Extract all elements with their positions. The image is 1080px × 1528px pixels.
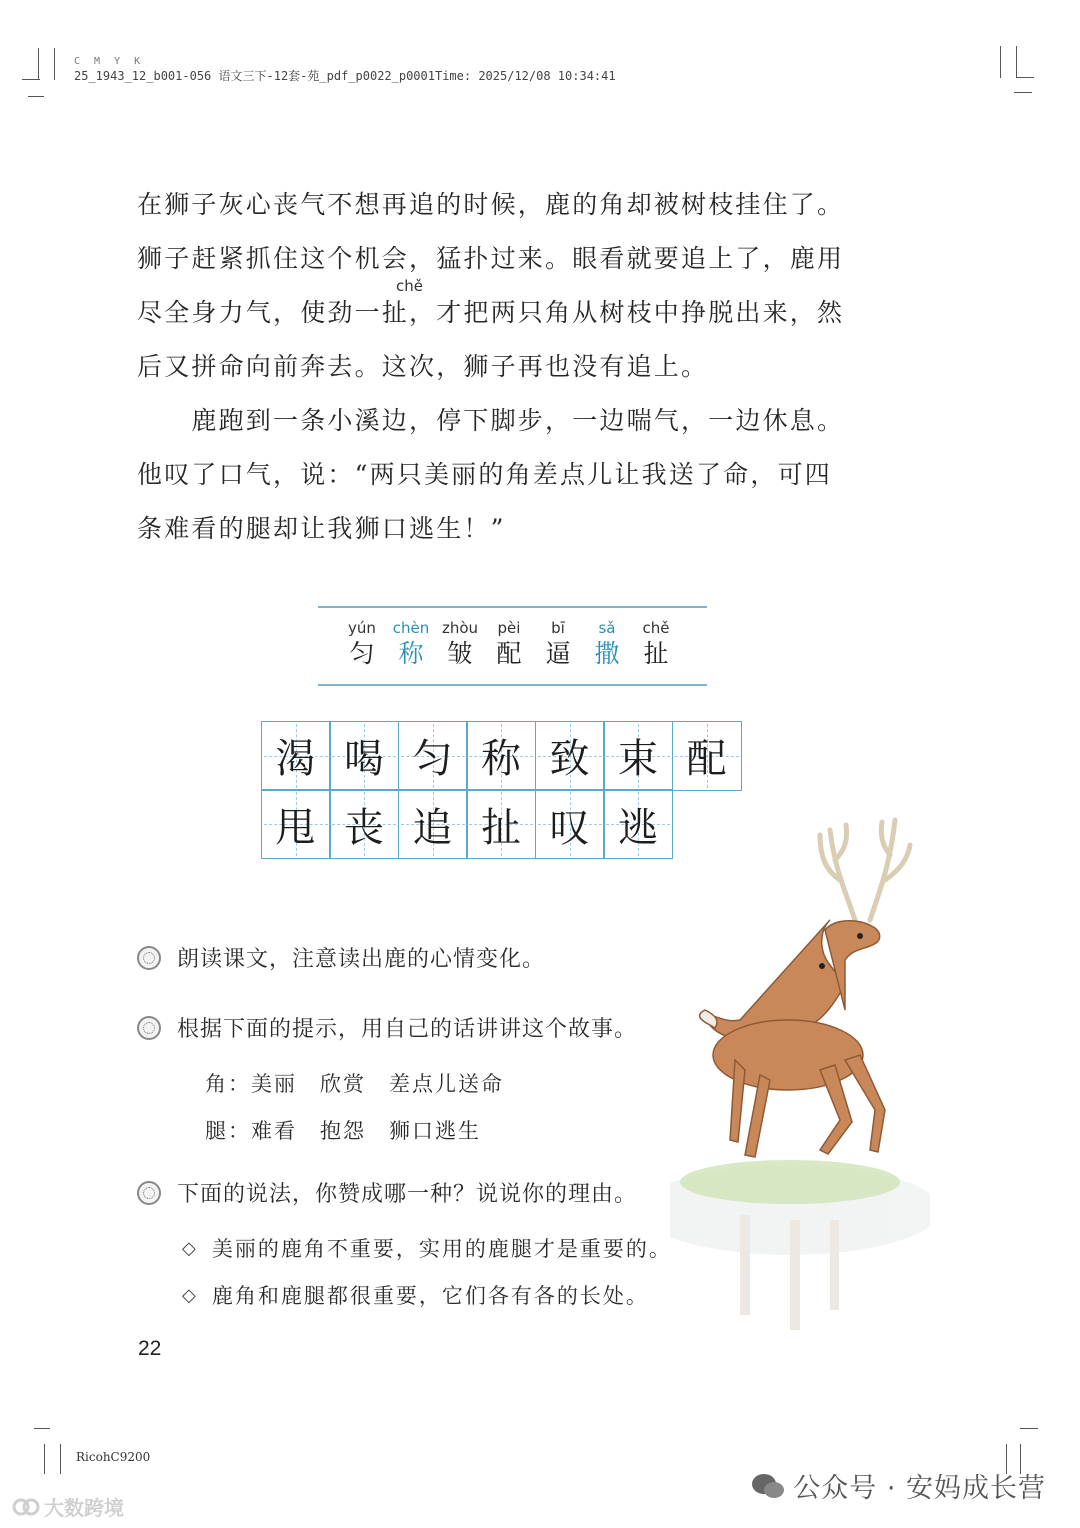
option-text: 鹿角和鹿腿都很重要，它们各有各的长处。 xyxy=(211,1284,649,1308)
passage-line: 尽全身力气，使劲一扯，才把两只角从树枝中挣脱出来，然 xyxy=(137,298,845,327)
grid-char: 叹 xyxy=(549,804,590,851)
watermark-text: 大数跨境 xyxy=(44,1496,124,1520)
crop-mark xyxy=(54,48,55,80)
crop-mark xyxy=(60,1444,61,1474)
grid-char: 匀 xyxy=(412,736,453,782)
vocab-char: 匀 xyxy=(349,639,375,668)
grass-patch xyxy=(680,1160,900,1204)
exercise-text: 下面的说法，你赞成哪一种？说说你的理由。 xyxy=(177,1182,638,1207)
vocab-char: 撒 xyxy=(594,639,620,668)
vocab-pinyin: pèi xyxy=(497,619,521,637)
grid-cell xyxy=(535,721,605,791)
grid-char: 逃 xyxy=(618,804,658,851)
exercise-3 xyxy=(137,1177,637,1208)
exercise-2 xyxy=(137,1012,637,1043)
link-icon xyxy=(12,1497,40,1517)
vocab-pinyin: zhòu xyxy=(441,619,479,637)
grid-char: 喝 xyxy=(344,736,384,782)
passage-line: 他叹了口气，说：“两只美丽的角差点儿让我送了命，可四 xyxy=(137,460,832,489)
vocab-char: 扯 xyxy=(643,639,669,668)
grid-cell xyxy=(672,721,742,791)
exercise-bullet-icon xyxy=(137,1016,161,1040)
exercise-text: 朗读课文，注意读出鹿的心情变化。 xyxy=(177,947,546,972)
hint-line: 腿：难看 抱怨 狮口逃生 xyxy=(205,1119,481,1143)
exercise-bullet-icon xyxy=(137,946,161,970)
diamond-icon: ◇ xyxy=(182,1284,198,1306)
passage-line: 条难看的腿却让我狮口逃生！” xyxy=(137,514,506,543)
vocab-pinyin: chèn xyxy=(392,619,430,637)
vocab-char: 称 xyxy=(398,639,424,668)
watermark-left xyxy=(12,1492,124,1521)
grid-row xyxy=(262,722,742,791)
ruby-pinyin: chě xyxy=(396,277,423,295)
crop-mark xyxy=(1014,92,1032,93)
wechat-icon xyxy=(751,1472,785,1500)
grid-cell xyxy=(466,721,536,791)
option-text: 美丽的鹿角不重要，实用的鹿腿才是重要的。 xyxy=(211,1237,672,1261)
print-info: 25_1943_12_b001-056 语文三下-12套-苑_pdf_p0022_p0001Time: 2025/12/08 10:34:41 xyxy=(74,69,616,83)
vocab-pinyin: bī xyxy=(551,619,565,637)
crop-mark xyxy=(1020,1428,1038,1429)
exercise-text: 根据下面的提示，用自己的话讲讲这个故事。 xyxy=(177,1017,638,1042)
vocab-item xyxy=(388,618,434,670)
crop-mark xyxy=(22,79,40,80)
grid-cell xyxy=(261,721,331,791)
option-1 xyxy=(182,1233,672,1263)
grid-cell xyxy=(466,789,536,859)
vocab-char: 逼 xyxy=(545,639,571,668)
passage xyxy=(137,178,897,556)
crop-mark xyxy=(44,1444,45,1474)
grid-cell xyxy=(329,721,399,791)
vocab-item xyxy=(535,618,581,670)
crop-mark xyxy=(1000,46,1001,78)
crop-mark xyxy=(1016,77,1034,78)
grid-cell xyxy=(398,721,468,791)
grid-cell xyxy=(398,789,468,859)
hint-line: 角：美丽 欣赏 差点儿送命 xyxy=(205,1072,504,1096)
crop-mark xyxy=(28,96,44,97)
page-number: 22 xyxy=(138,1337,162,1360)
vocab-top-rule xyxy=(318,606,707,608)
vocab-pinyin: sǎ xyxy=(598,619,616,637)
deer-illustration xyxy=(670,810,930,1370)
grid-char: 配 xyxy=(686,736,727,782)
grid-char: 追 xyxy=(412,804,453,851)
passage-line: 在狮子灰心丧气不想再追的时候，鹿的角却被树枝挂住了。 xyxy=(137,190,845,219)
vocab-bottom-rule xyxy=(318,684,707,686)
crop-mark xyxy=(38,48,39,80)
grid-char: 束 xyxy=(618,736,658,782)
grid-char: 甩 xyxy=(275,804,316,851)
grid-char: 渴 xyxy=(275,736,316,782)
exercise-1 xyxy=(137,942,545,973)
grid-char: 称 xyxy=(481,736,521,782)
vocab-pinyin: yún xyxy=(348,619,376,637)
grid-cell xyxy=(535,789,605,859)
grid-char: 扯 xyxy=(481,804,521,851)
print-header xyxy=(74,55,616,83)
exercise-bullet-icon xyxy=(137,1181,161,1205)
grid-cell xyxy=(261,789,331,859)
vocab-pinyin: chě xyxy=(642,619,670,637)
passage-line: 后又拼命向前奔去。这次，狮子再也没有追上。 xyxy=(137,352,709,381)
cmyk-label: C M Y K xyxy=(74,56,145,67)
deer-eye xyxy=(857,933,863,939)
deer-nose xyxy=(819,963,825,969)
printer-label: RicohC9200 xyxy=(76,1450,151,1464)
deer-body xyxy=(700,920,885,1157)
crop-mark xyxy=(1016,46,1017,78)
grid-cell xyxy=(603,721,673,791)
option-2 xyxy=(182,1280,649,1310)
diamond-icon: ◇ xyxy=(182,1237,198,1259)
grid-cell xyxy=(329,789,399,859)
vocab-char: 配 xyxy=(496,639,522,668)
passage-line: 鹿跑到一条小溪边，停下脚步，一边喘气，一边休息。 xyxy=(137,406,845,435)
grid-cell xyxy=(603,789,673,859)
vocab-item xyxy=(339,618,385,670)
grid-char: 致 xyxy=(549,736,590,782)
passage-line: 狮子赶紧抓住这个机会，猛扑过来。眼看就要追上了，鹿用 xyxy=(137,244,845,273)
crop-mark xyxy=(34,1428,50,1429)
vocab-item xyxy=(486,618,532,670)
watermark-right xyxy=(751,1466,1046,1505)
vocab-item xyxy=(584,618,630,670)
grid-char: 丧 xyxy=(344,804,384,851)
vocab-item xyxy=(437,618,483,670)
deer-antlers xyxy=(820,820,910,920)
watermark-text: 公众号 · 安妈成长营 xyxy=(793,1473,1046,1504)
vocab-item xyxy=(633,618,679,670)
vocab-char: 皱 xyxy=(447,639,473,668)
